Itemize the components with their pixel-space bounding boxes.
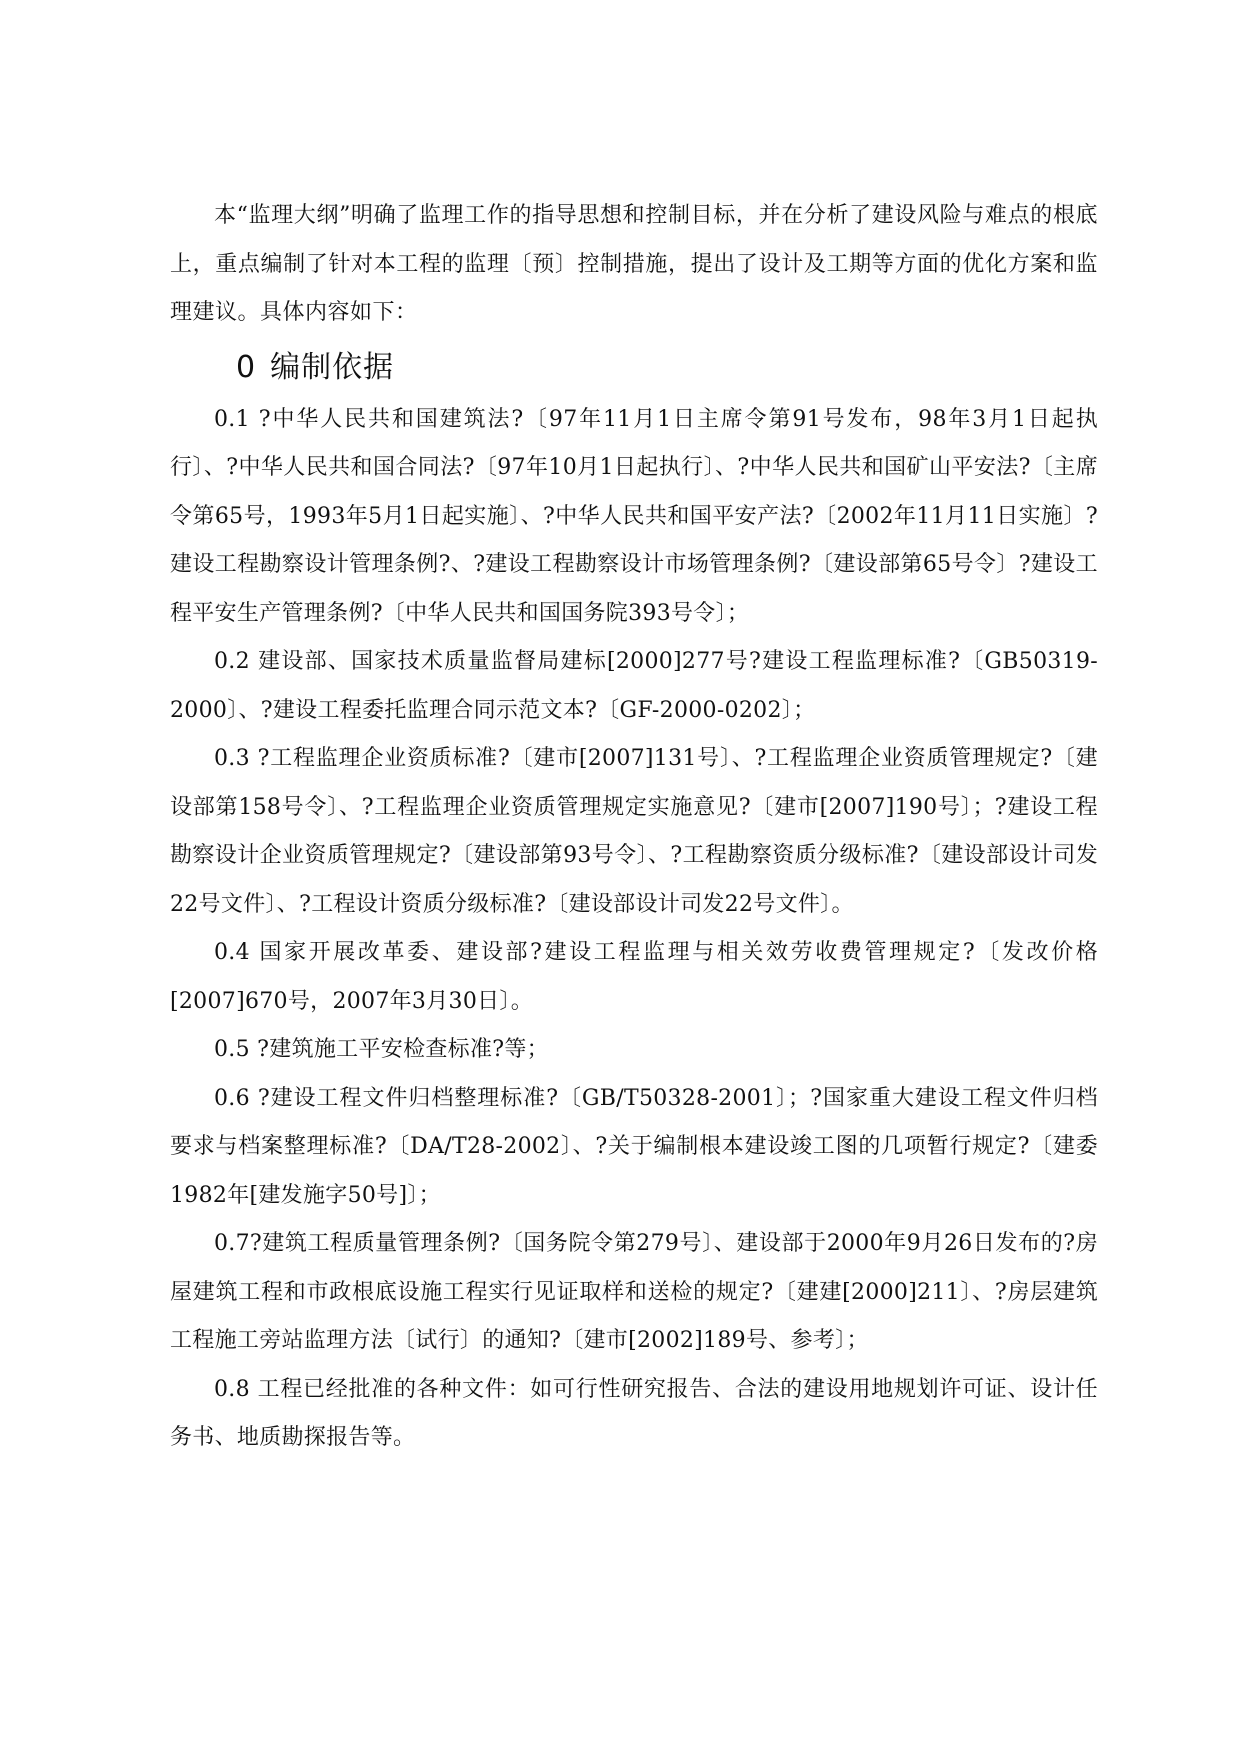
basis-item-0-3: 0.3 ?工程监理企业资质标准?〔建市[2007]131号〕、?工程监理企业资质管理规定?〔建设部第158号令〕、?工程监理企业资质管理规定实施意见?〔建市[2007]190号〕；?建设工程勘察设计企业资质管理规定?〔建设部第93号令〕、?工程勘察资质分级标准?〔建设部设计司发22号文件〕、?工程设计资质分级标准?〔建设部设计司发22号文件〕。 bbox=[170, 746, 1098, 917]
basis-item-0-4: 0.4 国家开展改革委、建设部?建设工程监理与相关效劳收费管理规定?〔发改价格[2007]670号，2007年3月30日〕。 bbox=[170, 940, 1098, 1014]
basis-item-0-6: 0.6 ?建设工程文件归档整理标准?〔GB/T50328-2001〕；?国家重大建设工程文件归档要求与档案整理标准?〔DA/T28-2002〕、?关于编制根本建设竣工图的几项暂行规定?〔建委1982年[建发施字50号]〕； bbox=[170, 1085, 1098, 1208]
document-page bbox=[170, 192, 1098, 1463]
basis-item-0-8: 0.8 工程已经批准的各种文件：如可行性研究报告、合法的建设用地规划许可证、设计任务书、地质勘探报告等。 bbox=[170, 1376, 1098, 1450]
section-title: 编制依据 bbox=[270, 349, 395, 385]
basis-item-0-5: 0.5 ?建筑施工平安检查标准?等； bbox=[214, 1037, 549, 1062]
basis-item-0-7: 0.7?建筑工程质量管理条例?〔国务院令第279号〕、建设部于2000年9月26日发布的?房屋建筑工程和市政根底设施工程实行见证取样和送检的规定?〔建建[2000]211〕、?房层建筑工程施工旁站监理方法〔试行〕的通知?〔建市[2002]189号、参考〕； bbox=[170, 1231, 1098, 1353]
basis-item-0-1: 0.1 ?中华人民共和国建筑法?〔97年11月1日主席令第91号发布，98年3月1日起执行〕、?中华人民共和国合同法?〔97年10月1日起执行〕、?中华人民共和国矿山平安法?〔主席令第65号，1993年5月1日起实施〕、?中华人民共和国平安产法?〔2002年11月11日实施〕?建设工程勘察设计管理条例?、?建设工程勘察设计市场管理条例?〔建设部第65号令〕?建设工程平安生产管理条例?〔中华人民共和国国务院393号令〕； bbox=[170, 406, 1098, 626]
intro-paragraph: 本“监理大纲”明确了监理工作的指导思想和控制目标，并在分析了建设风险与难点的根底上，重点编制了针对本工程的监理〔预〕控制措施，提出了设计及工期等方面的优化方案和监理建议。具体内容如下： bbox=[170, 203, 1098, 325]
basis-item-0-2: 0.2 建设部、国家技术质量监督局建标[2000]277号?建设工程监理标准?〔GB50319-2000〕、?建设工程委托监理合同示范文本?〔GF-2000-0202〕； bbox=[170, 649, 1098, 723]
section-heading bbox=[236, 344, 1098, 392]
section-number: 0 bbox=[236, 349, 257, 385]
